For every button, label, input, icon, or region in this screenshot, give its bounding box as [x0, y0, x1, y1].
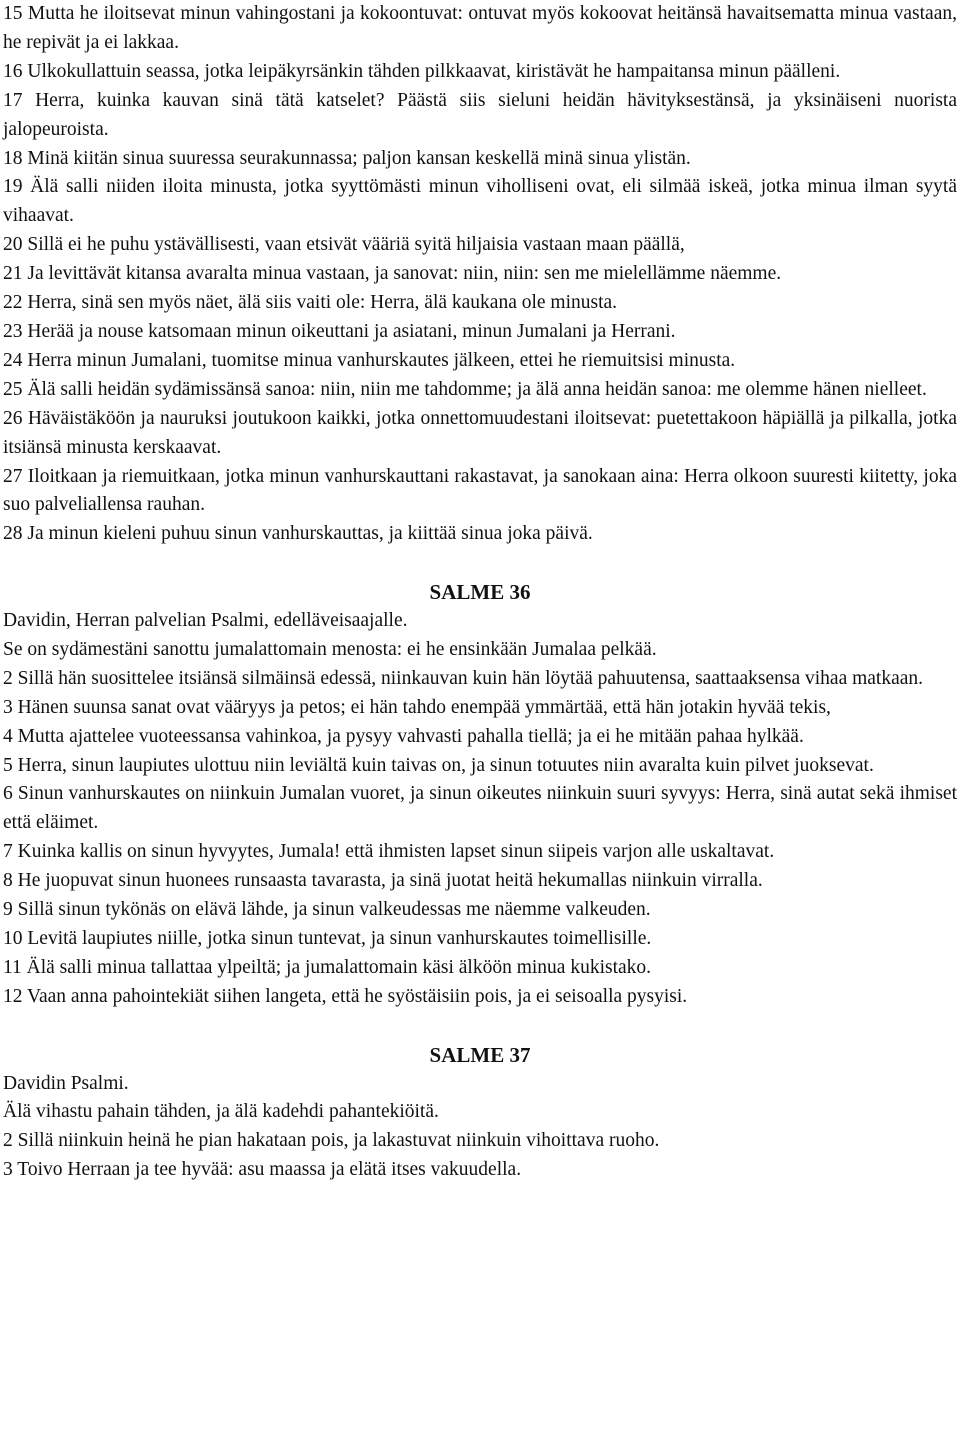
verse: Se on sydämestäni sanottu jumalattomain menosta: ei he ensinkään Jumalaa pelkää.	[3, 638, 657, 660]
verse: 9 Sillä sinun tykönäs on elävä lähde, ja sinun valkeudessas me näemme valkeuden.	[3, 899, 651, 921]
verse: 17 Herra, kuinka kauvan sinä tätä katselet? Päästä siis sieluni heidän hävityksestänsä, ja yksinäiseni nuorista jalopeuroista.	[3, 89, 957, 140]
verse: 15 Mutta he iloitsevat minun vahingostani ja kokoontuvat: ontuvat myös kokoovat heitänsä havaitsematta minua vastaan, he repivät ja ei lakkaa.	[3, 3, 957, 53]
verse: 2 Sillä hän suosittelee itsiänsä silmäinsä edessä, niinkauvan kuin hän löytää pahuutensa, saattaaksensa vihaa matkaan.	[3, 667, 924, 689]
verse: Davidin, Herran palvelian Psalmi, edelläveisaajalle.	[3, 610, 408, 632]
verse: 25 Älä salli heidän sydämissänsä sanoa: niin, niin me tahdomme; ja älä anna heidän sanoa: me olemme hänen nielleet.	[3, 378, 927, 400]
verse: 28 Ja minun kieleni puhuu sinun vanhurskauttas, ja kiittää sinua joka päivä.	[3, 523, 593, 545]
verse: 3 Hänen suunsa sanat ovat vääryys ja petos; ei hän tahdo enempää ymmärtää, että hän jotakin hyvää tekis,	[3, 696, 831, 718]
verse: 22 Herra, sinä sen myös näet, älä siis vaiti ole: Herra, älä kaukana ole minusta.	[3, 292, 618, 314]
section-spacer	[3, 1012, 957, 1041]
verse: Älä vihastu pahain tähden, ja älä kadehdi pahantekiöitä.	[3, 1101, 439, 1123]
verse: 19 Älä salli niiden iloita minusta, jotka syyttömästi minun vihollisenі ovat, eli silmää iskeä, jotka minua ilman syytä vihaavat.	[3, 176, 957, 227]
verse: 20 Sillä ei he puhu ystävällisesti, vaan etsivät vääriä syitä hiljaisia vastaan maan päällä,	[3, 234, 685, 256]
verse: 24 Herra minun Jumalani, tuomitse minua vanhurskautes jälkeen, ettei he riemuitsisi minusta.	[3, 349, 736, 371]
section-spacer	[3, 549, 957, 578]
verse: 7 Kuinka kallis on sinun hyvyytes, Jumala! että ihmisten lapset sinun siipeis varjon alle uskaltavat.	[3, 841, 775, 863]
verse: 6 Sinun vanhurskautes on niinkuin Jumalan vuoret, ja sinun oikeutes niinkuin suuri syvyys: Herra, sinä autat sekä ihmiset että eläimet.	[3, 783, 957, 834]
verse: 26 Häväistäköön ja nauruksi joutukoon kaikki, jotka onnettomuudestani iloitsevat: puetettakoon häpiällä ja pilkalla, jotka itsiänsä minusta kerskaavat.	[3, 407, 957, 458]
verse: 4 Mutta ajattelee vuoteessansa vahinkoa, ja pysyy vahvasti pahalla tiellä; ja ei he mitään pahaa hylkää.	[3, 725, 804, 747]
verse: 16 Ulkokullattuin seassa, jotka leipäkyrsänkin tähden pilkkaavat, kiristävät he hampaitansa minun päälleni.	[3, 60, 841, 82]
verse: 5 Herra, sinun laupiutes ulottuu niin leviältä kuin taivas on, ja sinun totuutes niin avaralta kuin pilvet juoksevat.	[3, 754, 874, 776]
verse: 27 Iloitkaan ja riemuitkaan, jotka minun vanhurskauttani rakastavat, ja sanokaan aina: Herra olkoon suuresti kiitetty, joka suo palveliallensa rauhan.	[3, 465, 957, 516]
verse: 18 Minä kiitän sinua suuressa seurakunnassa; paljon kansan keskellä minä sinua ylistän.	[3, 147, 691, 169]
verse: 23 Herää ja nouse katsomaan minun oikeuttani ja asiatani, minun Jumalani ja Herrani.	[3, 320, 676, 342]
verse: 11 Älä salli minua tallattaa ylpeiltä; ja jumalattomain käsi älköön minua kukistako.	[3, 956, 652, 978]
verse: 21 Ja levittävät kitansa avaralta minua vastaan, ja sanovat: niin, niin: sen me mielellämme näemme.	[3, 263, 782, 285]
psalm-heading: SALME 36	[429, 580, 531, 605]
verse: 8 He juopuvat sinun huonees runsaasta tavarasta, ja sinä juotat heitä hekumallas niinkuin virralla.	[3, 870, 763, 892]
verse: 10 Levitä laupiutes niille, jotka sinun tuntevat, ja sinun vanhurskautes toimellisille.	[3, 927, 652, 949]
psalm-35-continuation	[3, 0, 957, 549]
document-page	[3, 0, 957, 1185]
psalm-heading: SALME 37	[429, 1042, 531, 1067]
verse: 12 Vaan anna pahointekiät siihen langeta, että he syöstäisiin pois, ja ei seisoalla pysyisi.	[3, 985, 688, 1007]
psalm-36	[3, 578, 957, 1012]
verse: 3 Toivo Herraan ja tee hyvää: asu maassa ja elätä itses vakuudella.	[3, 1159, 522, 1181]
verse: Davidin Psalmi.	[3, 1072, 129, 1094]
psalm-37	[3, 1041, 957, 1186]
verse: 2 Sillä niinkuin heinä he pian hakataan pois, ja lakastuvat niinkuin vihoittava ruoho.	[3, 1130, 660, 1152]
